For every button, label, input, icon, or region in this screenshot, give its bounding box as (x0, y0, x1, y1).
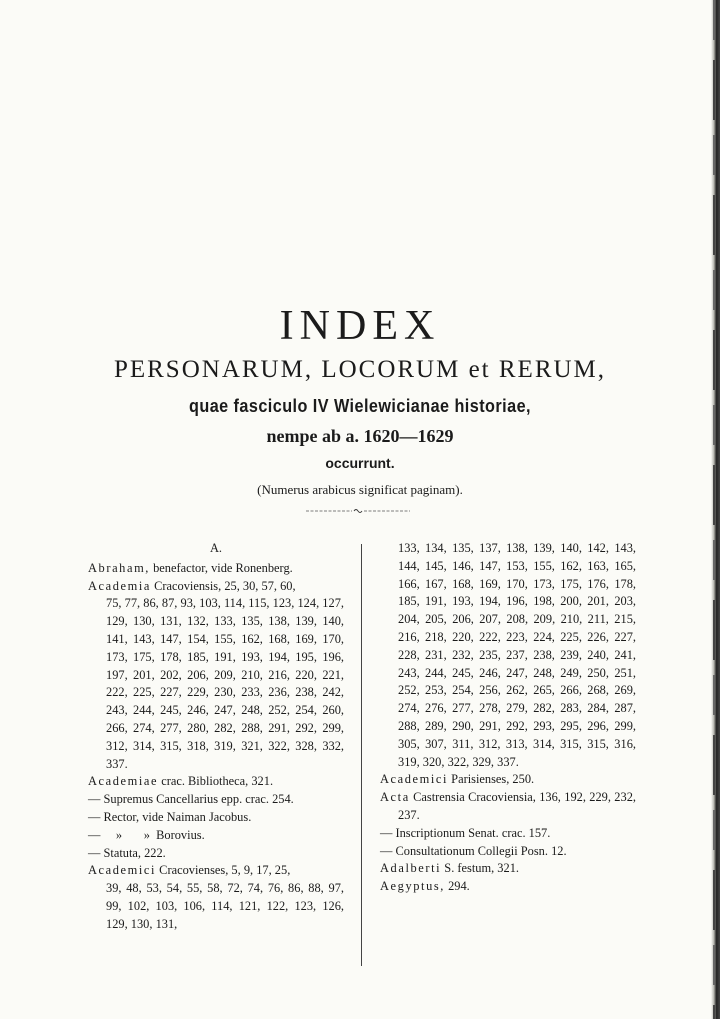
index-entry-adalberti (380, 860, 636, 878)
subtitle-fasciculo: quae fasciculo IV Wielewicianae historiae, (189, 396, 531, 416)
index-entry-acta (380, 789, 636, 825)
entry-text: Cracovienses, 5, 9, 17, 25, (156, 863, 291, 878)
index-column-right (380, 540, 636, 896)
entry-headword: Adalberti (380, 861, 442, 876)
index-entry-parisienses (380, 771, 636, 789)
index-entry-academici (88, 862, 344, 880)
section-letter: A. (209, 541, 223, 555)
page-number-note: (Numerus arabicus significat paginam). (257, 482, 463, 497)
index-subentry-consultationum: — Consultationum Collegii Posn. 12. (380, 843, 567, 858)
index-subentry-inscriptionum: — Inscriptionum Senat. crac. 157. (380, 825, 551, 840)
index-entry-aegyptus (380, 878, 636, 896)
column-divider (361, 544, 362, 966)
entry-text: S. festum, 321. (441, 861, 519, 876)
entry-text: Castrensia Cracoviensia, 136, 192, 229, 232, 237. (398, 790, 636, 822)
entry-text: crac. Bibliotheca, 321. (158, 774, 274, 789)
page-binding-edge (711, 0, 720, 1019)
entry-headword: Acta (380, 790, 410, 805)
entry-text: Parisienses, 250. (448, 772, 535, 787)
index-subentry-cancellarius: — Supremus Cancellarius epp. crac. 254. (88, 792, 294, 807)
entry-headword: Abraham, (88, 560, 150, 575)
entry-text: 294. (445, 879, 470, 894)
index-entry-abraham (88, 560, 344, 578)
entry-headword: Academiae (88, 774, 159, 789)
page-list-academici-continued: 133, 134, 135, 137, 138, 139, 140, 142, 143, 144, 145, 146, 147, 153, 155, 162, 163, 165, 166, 167, 168, 169, 170, 173, 175, 176, 178, 185, 191, 193, 194, 196, 198, 200, 201, 203, 204, 205, 206, 207, 208, 209, 210, 211, 215, 216, 218, 220, 222, 223, 224, 225, 226, 227, 228, 231, 232, 235, 237, 238, 239, 240, 241, 243, 244, 245, 246, 247, 248, 249, 250, 251, 252, 253, 254, 256, 262, 265, 266, 268, 269, 274, 276, 277, 278, 279, 282, 283, 284, 287, 288, 289, 290, 291, 292, 293, 295, 296, 299, 305, 307, 311, 312, 313, 314, 315, 315, 316, 319, 320, 322, 329, 337. (398, 541, 636, 769)
index-column-left (88, 540, 344, 934)
entry-text: Cracoviensis, 25, 30, 57, 60, (151, 578, 296, 593)
subtitle-years: nempe ab a. 1620—1629 (266, 426, 454, 446)
page-list-academia: 75, 77, 86, 87, 93, 103, 114, 115, 123, 124, 127, 129, 130, 131, 132, 133, 135, 138, 139, 140, 141, 143, 147, 154, 155, 162, 168, 169, 170, 173, 175, 178, 185, 191, 193, 194, 195, 196, 197, 201, 202, 206, 209, 210, 216, 220, 221, 222, 225, 227, 229, 230, 233, 236, 238, 242, 243, 244, 245, 246, 247, 248, 252, 254, 260, 266, 274, 277, 280, 282, 288, 291, 292, 299, 312, 314, 315, 318, 319, 321, 322, 328, 332, 337. (106, 596, 344, 771)
entry-headword: Aegyptus, (380, 879, 445, 894)
subtitle-occurrunt: occurrunt. (325, 455, 395, 471)
page-list-academici: 39, 48, 53, 54, 55, 58, 72, 74, 76, 86, 88, 97, 99, 102, 103, 106, 114, 121, 122, 123, 126, 129, 130, 131, (106, 881, 344, 931)
subtitle-personarum: PERSONARUM, LOCORUM et RERUM, (113, 356, 607, 383)
entry-text: benefactor, vide Ronenberg. (150, 560, 293, 575)
index-entry-academia (88, 578, 344, 596)
index-subentry-borovius: — » » Borovius. (88, 827, 205, 842)
entry-headword: Academici (380, 772, 449, 787)
index-subentry-statuta: — Statuta, 222. (88, 845, 166, 860)
index-entry-bibliotheca (88, 773, 344, 791)
index-subentry-rector: — Rector, vide Naiman Jacobus. (88, 809, 252, 824)
page-title: INDEX (279, 303, 441, 349)
entry-headword: Academia (88, 578, 152, 593)
entry-headword: Academici (88, 863, 157, 878)
ornament-divider (306, 508, 410, 514)
